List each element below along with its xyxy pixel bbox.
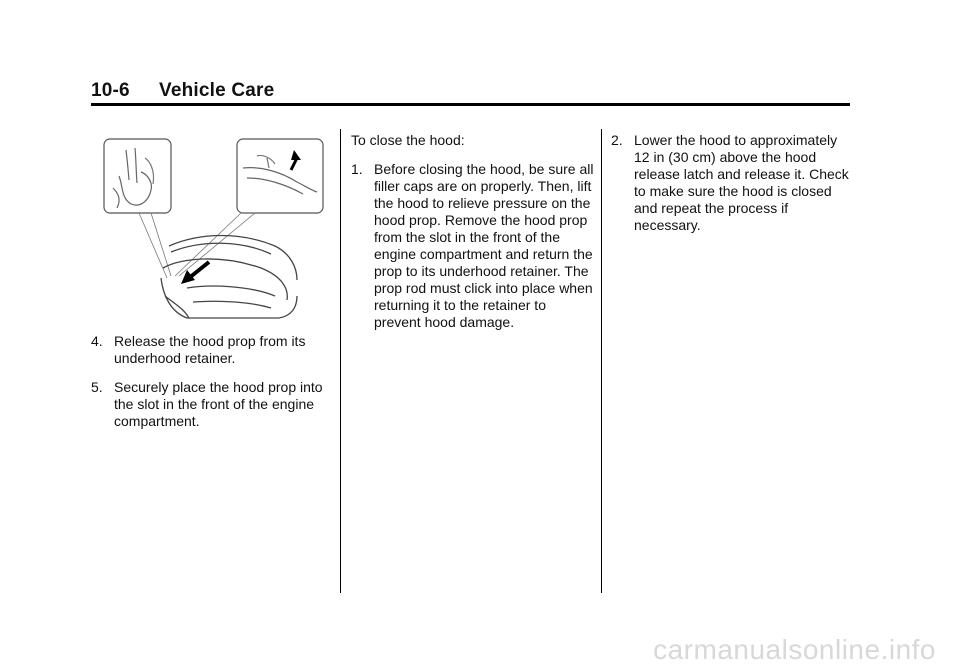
step-2 bbox=[611, 132, 856, 234]
column-divider bbox=[601, 129, 602, 593]
step-number: 4. bbox=[91, 333, 103, 349]
car-front bbox=[161, 236, 297, 319]
page-number: 10-6 bbox=[91, 80, 130, 101]
step-text: Before closing the hood, be sure all filler caps are on properly. Then, lift the hood to relieve pressure on the hood prop. Remove the hood prop from the slot in the front of the engine compartment and return the prop to its underhood retainer. The prop rod must click into place when returning it to the retainer to prevent hood damage. bbox=[374, 161, 594, 330]
inset-prop-detail bbox=[104, 139, 171, 213]
column-2 bbox=[351, 132, 596, 343]
inset-retainer-detail bbox=[237, 139, 323, 213]
column-divider bbox=[340, 129, 341, 593]
intro-text: To close the hood: bbox=[351, 132, 465, 148]
step-4 bbox=[91, 333, 331, 367]
direction-arrow bbox=[189, 262, 209, 278]
step-number: 1. bbox=[351, 161, 363, 177]
column-1 bbox=[91, 333, 331, 442]
step-1 bbox=[351, 161, 596, 331]
page-header bbox=[91, 80, 274, 102]
step-5 bbox=[91, 379, 331, 430]
step-number: 2. bbox=[611, 132, 623, 148]
column-3 bbox=[611, 132, 856, 246]
step-text: Securely place the hood prop into the slot in the front of the engine compartment. bbox=[114, 379, 323, 429]
step-text: Lower the hood to approximately 12 in (30 cm) above the hood release latch and release it. Check to make sure the hood is closed and repeat the process if necessary. bbox=[634, 132, 849, 233]
watermark: carmanualsonline.info bbox=[653, 634, 936, 665]
header-rule bbox=[91, 103, 850, 106]
section-title: Vehicle Care bbox=[159, 80, 275, 101]
hood-prop-illustration bbox=[91, 128, 329, 324]
step-number: 5. bbox=[91, 379, 103, 395]
step-text: Release the hood prop from its underhood retainer. bbox=[114, 333, 306, 366]
